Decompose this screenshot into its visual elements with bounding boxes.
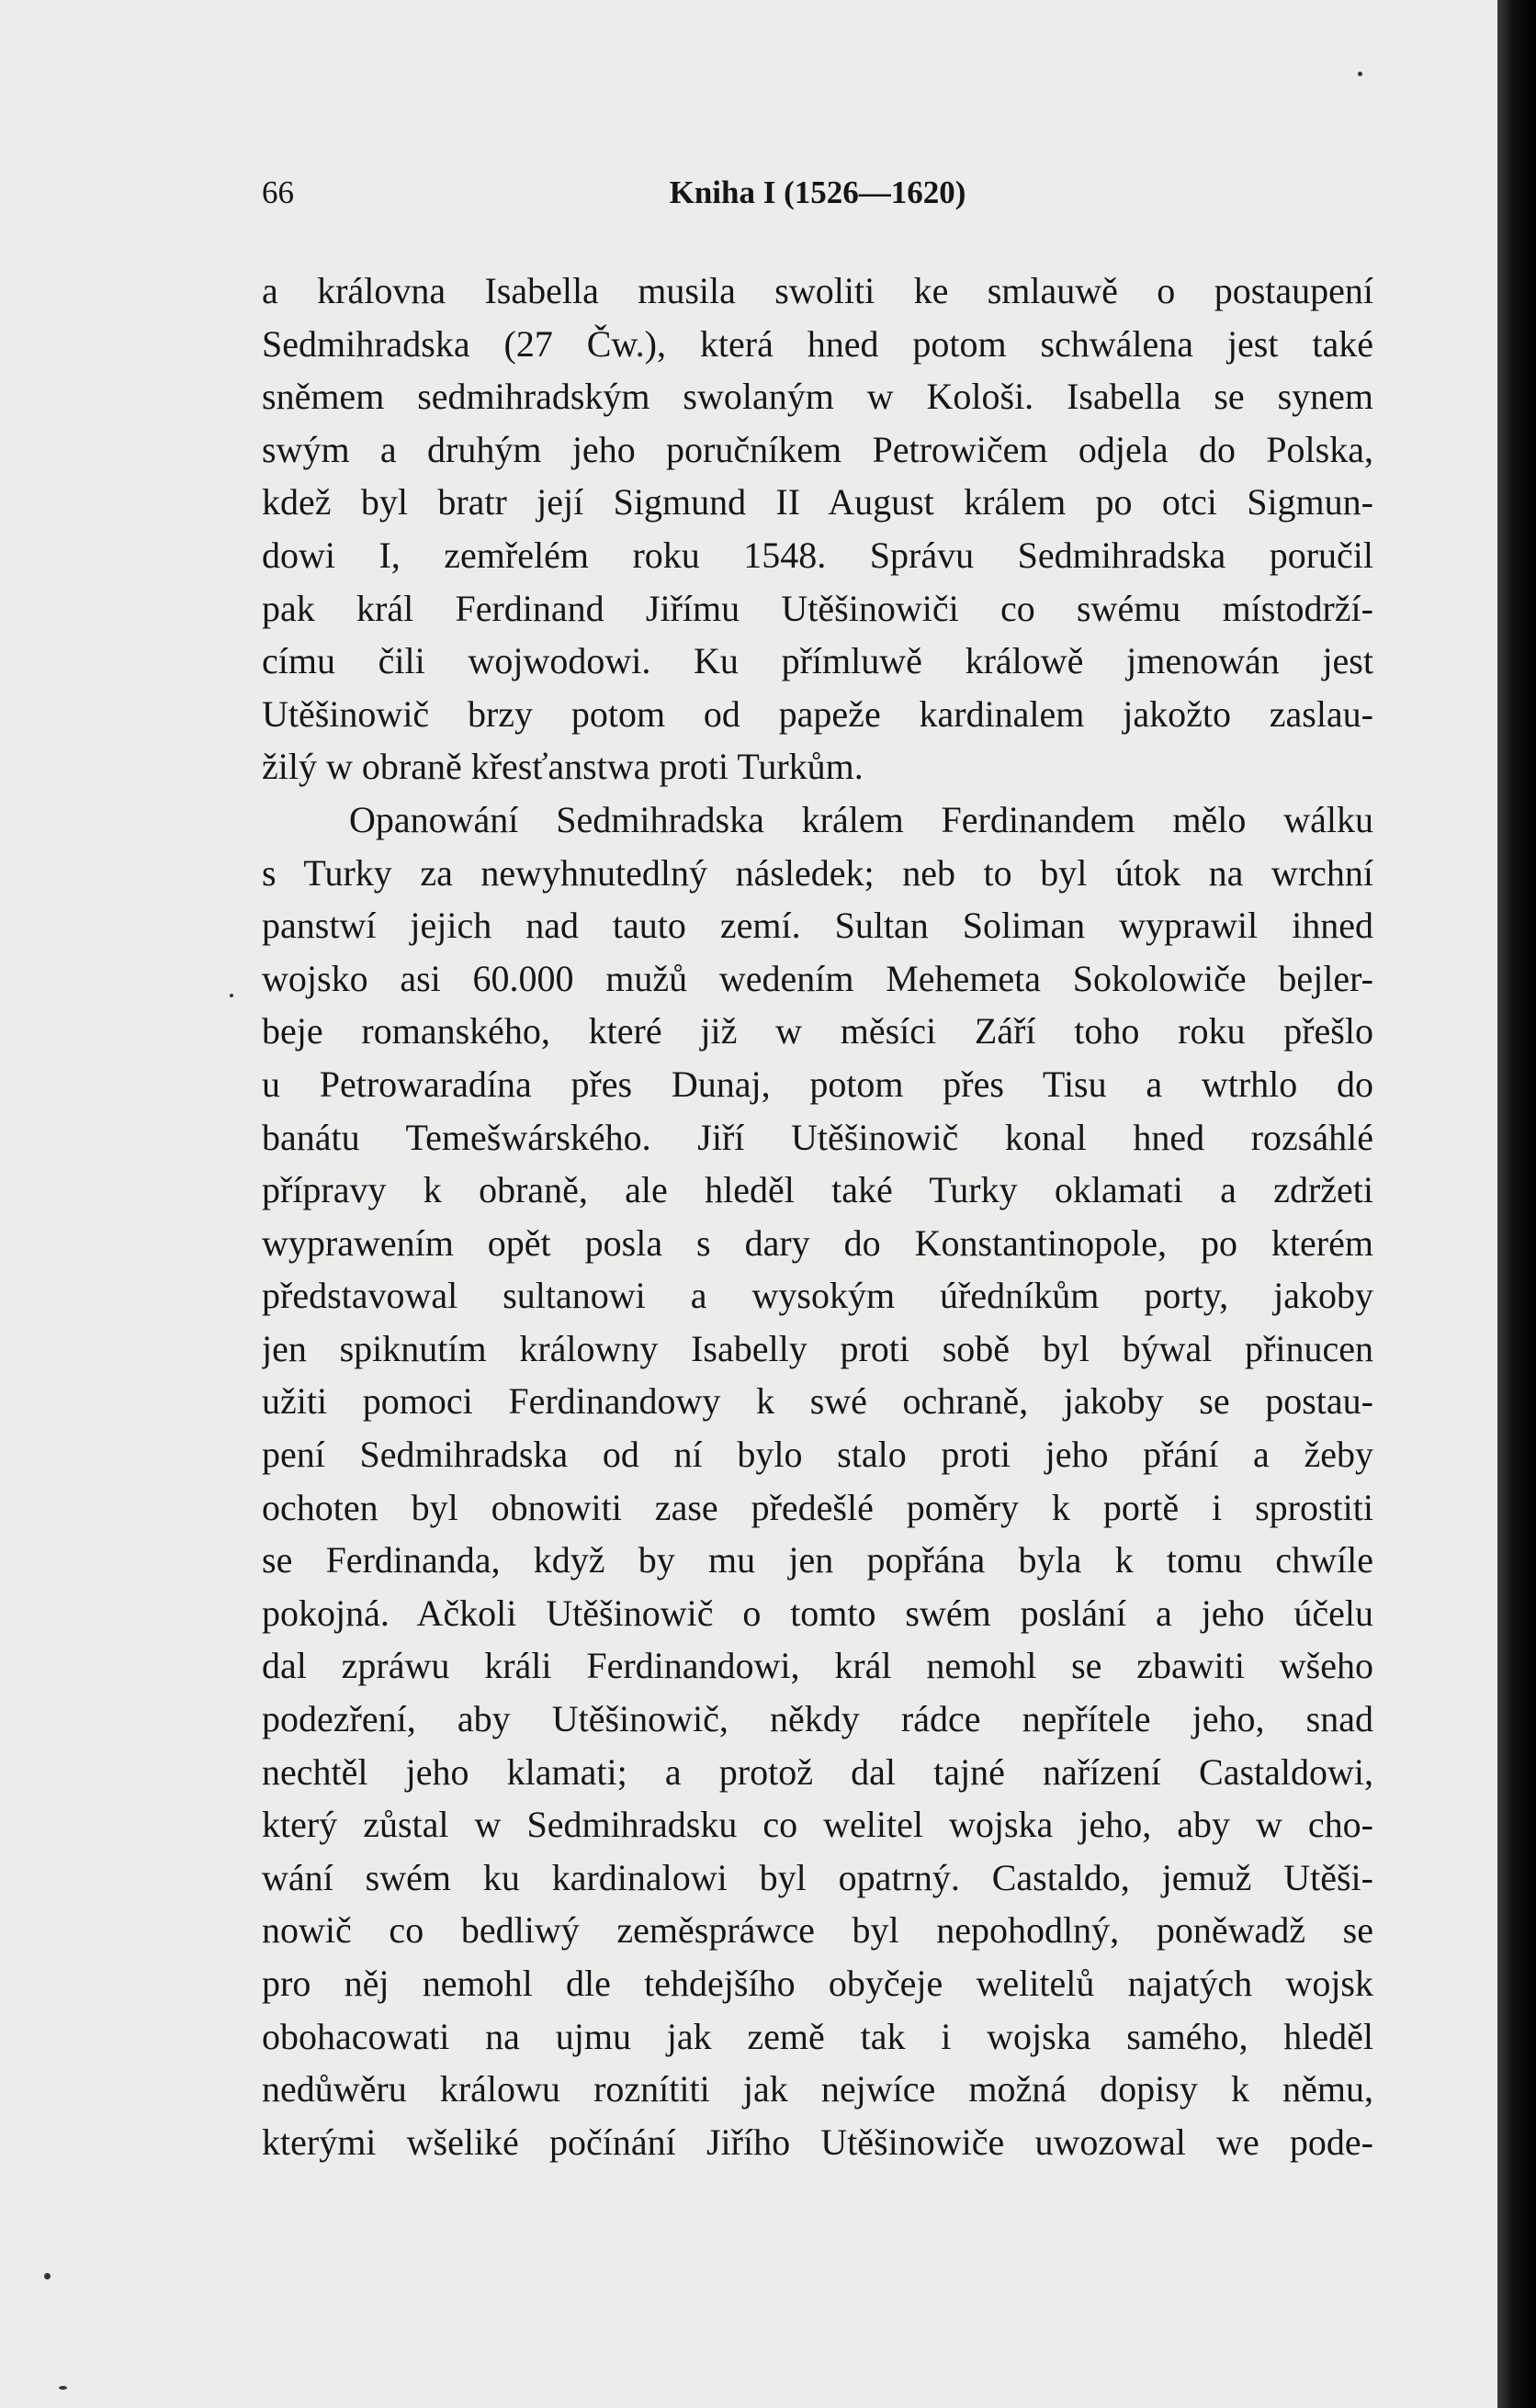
- text-line: jen spiknutím králowny Isabelly proti sobě byl býwal přinucen: [262, 1327, 1373, 1369]
- print-speck: [59, 2386, 67, 2390]
- text-line: dowi I, zemřelém roku 1548. Správu Sedmihradska poručil: [262, 534, 1373, 576]
- text-line: Utěšinowič brzy potom od papeže kardinalem jakožto zaslau-: [262, 692, 1373, 735]
- text-line: podezření, aby Utěšinowič, někdy rádce nepřítele jeho, snad: [262, 1698, 1373, 1740]
- text-line: wyprawením opět posla s dary do Konstantinopole, po kterém: [262, 1221, 1373, 1264]
- text-line: s Turky za newyhnutedlný následek; neb to byl útok na wrchní: [262, 851, 1373, 894]
- text-line: obohacowati na ujmu jak země tak i wojska samého, hleděl: [262, 2015, 1373, 2057]
- page-number: 66: [262, 174, 294, 210]
- text-line: pak král Ferdinand Jiřímu Utěšinowiči co swému místodrží-: [262, 587, 1373, 629]
- text-line: wání swém ku kardinalowi byl opatrný. Castaldo, jemuž Utěši-: [262, 1856, 1373, 1898]
- running-title: Kniha I (1526—1620): [669, 174, 966, 210]
- text-line: se Ferdinanda, když by mu jen popřána byla k tomu chwíle: [262, 1539, 1373, 1581]
- paragraph-1: [262, 264, 1373, 793]
- text-line: u Petrowaradína přes Dunaj, potom přes Tisu a wtrhlo do: [262, 1063, 1373, 1105]
- text-line: Sedmihradska (27 Čw.), která hned potom schwálena jest také: [262, 322, 1373, 365]
- text-line: který zůstal w Sedmihradsku co welitel wojska jeho, aby w cho-: [262, 1804, 1373, 1846]
- text-line: pení Sedmihradska od ní bylo stalo proti jeho přání a žeby: [262, 1434, 1373, 1476]
- text-line: pro něj nemohl dle tehdejšího obyčeje welitelů najatých wojsk: [262, 1963, 1373, 2004]
- text-line: pokojná. Ačkoli Utěšinowič o tomto swém poslání a jeho účelu: [262, 1592, 1373, 1634]
- text-line: nechtěl jeho klamati; a protož dal tajné nařízení Castaldowi,: [262, 1750, 1373, 1793]
- text-line: beje romanského, které již w měsíci Září toho roku přešlo: [262, 1010, 1373, 1052]
- text-line: Opanowání Sedmihradska králem Ferdinandem mělo wálku: [349, 798, 1373, 840]
- text-line: swým a druhým jeho poručníkem Petrowičem odjela do Polska,: [262, 428, 1373, 470]
- text-line: představowal sultanowi a wysokým úředníkům porty, jakoby: [262, 1275, 1373, 1317]
- text-line: přípravy k obraně, ale hleděl také Turky oklamati a zdržeti: [262, 1169, 1373, 1211]
- text-line: a královna Isabella musila swoliti ke smlauwě o postaupení: [262, 270, 1373, 311]
- text-line: žilý w obraně křesťanstwa proti Turkům.: [262, 746, 864, 788]
- text-line: banátu Temešwárského. Jiří Utěšinowič konal hned rozsáhlé: [262, 1116, 1373, 1158]
- body-text: [262, 264, 1373, 2168]
- page-edge-shadow: [1497, 0, 1536, 2408]
- text-line: ochoten byl obnowiti zase předešlé poměry k portě i sprostiti: [262, 1486, 1373, 1528]
- print-speck: [1358, 72, 1362, 76]
- text-line: užiti pomoci Ferdinandowy k swé ochraně, jakoby se postau-: [262, 1380, 1373, 1423]
- text-line: nowič co bedliwý zeměspráwce byl nepohodlný, poněwadž se: [262, 1909, 1373, 1952]
- text-line: dal zpráwu králi Ferdinandowi, král nemohl se zbawiti wšeho: [262, 1645, 1373, 1687]
- text-line: kdež byl bratr její Sigmund II August králem po otci Sigmun-: [262, 481, 1373, 523]
- text-line: kterými wšeliké počínání Jiřího Utěšinowiče uwozowal we pode-: [262, 2121, 1373, 2163]
- print-speck: [44, 2273, 51, 2279]
- paragraph-2: [262, 793, 1373, 2168]
- page-header: [262, 174, 1373, 220]
- text-line: panstwí jejich nad tauto zemí. Sultan Soliman wyprawil ihned: [262, 905, 1373, 947]
- text-line: sněmem sedmihradským swolaným w Kološi. Isabella se synem: [262, 376, 1373, 418]
- text-line: címu čili wojwodowi. Ku přímluwě králowě jmenowán jest: [262, 640, 1373, 682]
- print-speck: [230, 994, 233, 997]
- text-line: wojsko asi 60.000 mužů wedením Mehemeta Sokolowiče bejler-: [262, 957, 1373, 999]
- text-line: nedůwěru králowu roznítiti jak nejwíce možná dopisy k němu,: [262, 2068, 1373, 2110]
